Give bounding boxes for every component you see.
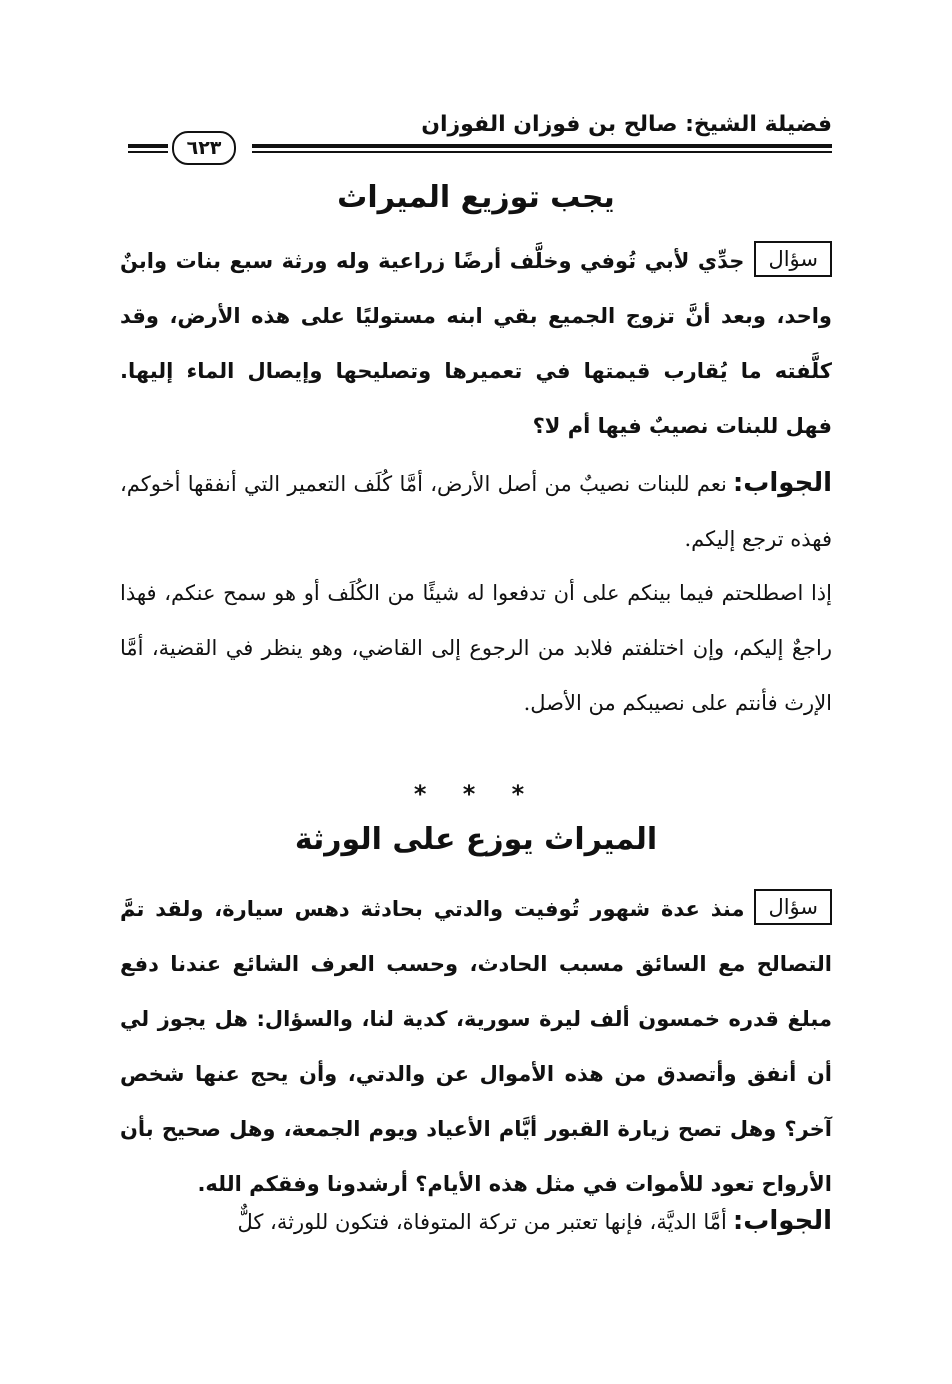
answer-label: الجواب: [732,468,832,498]
question-text: منذ عدة شهور تُوفيت والدتي بحادثة دهس سيارة، ولقد تمَّ التصالح مع السائق مسبب الحادث، وحسب العرف الشائع عندنا دفع مبلغ قدره خمسون ألف ليرة سورية، كدية لنا، والسؤال: هل يجوز لي أن أنفق وأتصدق من هذه الأموال عن والدتي، وأن يحج عنها شخص آخر؟ وهل تصح زيارة القبور أيَّام الأعياد ويوم الجمعة، وهل صحيح بأن الأرواح تعود للأموات في مثل هذه الأيام؟ أرشدونا وفقكم الله. [120,897,832,1196]
answer-text: نعم للبنات نصيبٌ من أصل الأرض، أمَّا كُلَف التعمير التي أنفقها أخوكم، فهذه ترجع إليكم. [120,472,832,551]
section-separator: * * * [413,780,539,808]
header-rule-left-thin [128,151,168,153]
answer-label: الجواب: [732,1206,832,1236]
page-number: ٦٢٣ [172,131,236,165]
question-label: سؤال [754,241,832,277]
question-block [120,234,832,454]
question-block [120,882,832,1212]
question-text: جدِّي لأبي تُوفي وخلَّف أرضًا زراعية وله ورثة سبع بنات وابنٌ واحد، وبعد أنَّ تزوج الجميع بقي ابنه مستوليًا على هذه الأرض، وقد كلَّفته ما يُقارب قيمتها في تعميرها وتصليحها وإيصال الماء إليها. فهل للبنات نصيبٌ فيها أم لا؟ [120,249,832,438]
section-title: يجب توزيع الميراث [337,180,615,215]
header-rule-thin [252,151,832,153]
header-rule-left [128,144,168,148]
answer-text: أمَّا الديَّة، فإنها تعتبر من تركة المتوفاة، فتكون للورثة، كلٌّ [237,1210,727,1234]
header-rule [252,144,832,148]
answer-block [120,1194,832,1250]
question-label: سؤال [754,889,832,925]
running-head: فضيلة الشيخ: صالح بن فوزان الفوزان [421,112,832,137]
section-title: الميراث يوزع على الورثة [294,822,658,857]
answer-paragraph: إذا اصطلحتم فيما بينكم على أن تدفعوا له شيئًا من الكُلَف أو هو سمح عنكم، فهذا راجعٌ إليكم، وإن اختلفتم فلابد من الرجوع إلى القاضي، وهو ينظر في القضية، أمَّا الإرث فأنتم على نصيبكم من الأصل. [120,581,832,715]
answer-block [120,456,832,567]
